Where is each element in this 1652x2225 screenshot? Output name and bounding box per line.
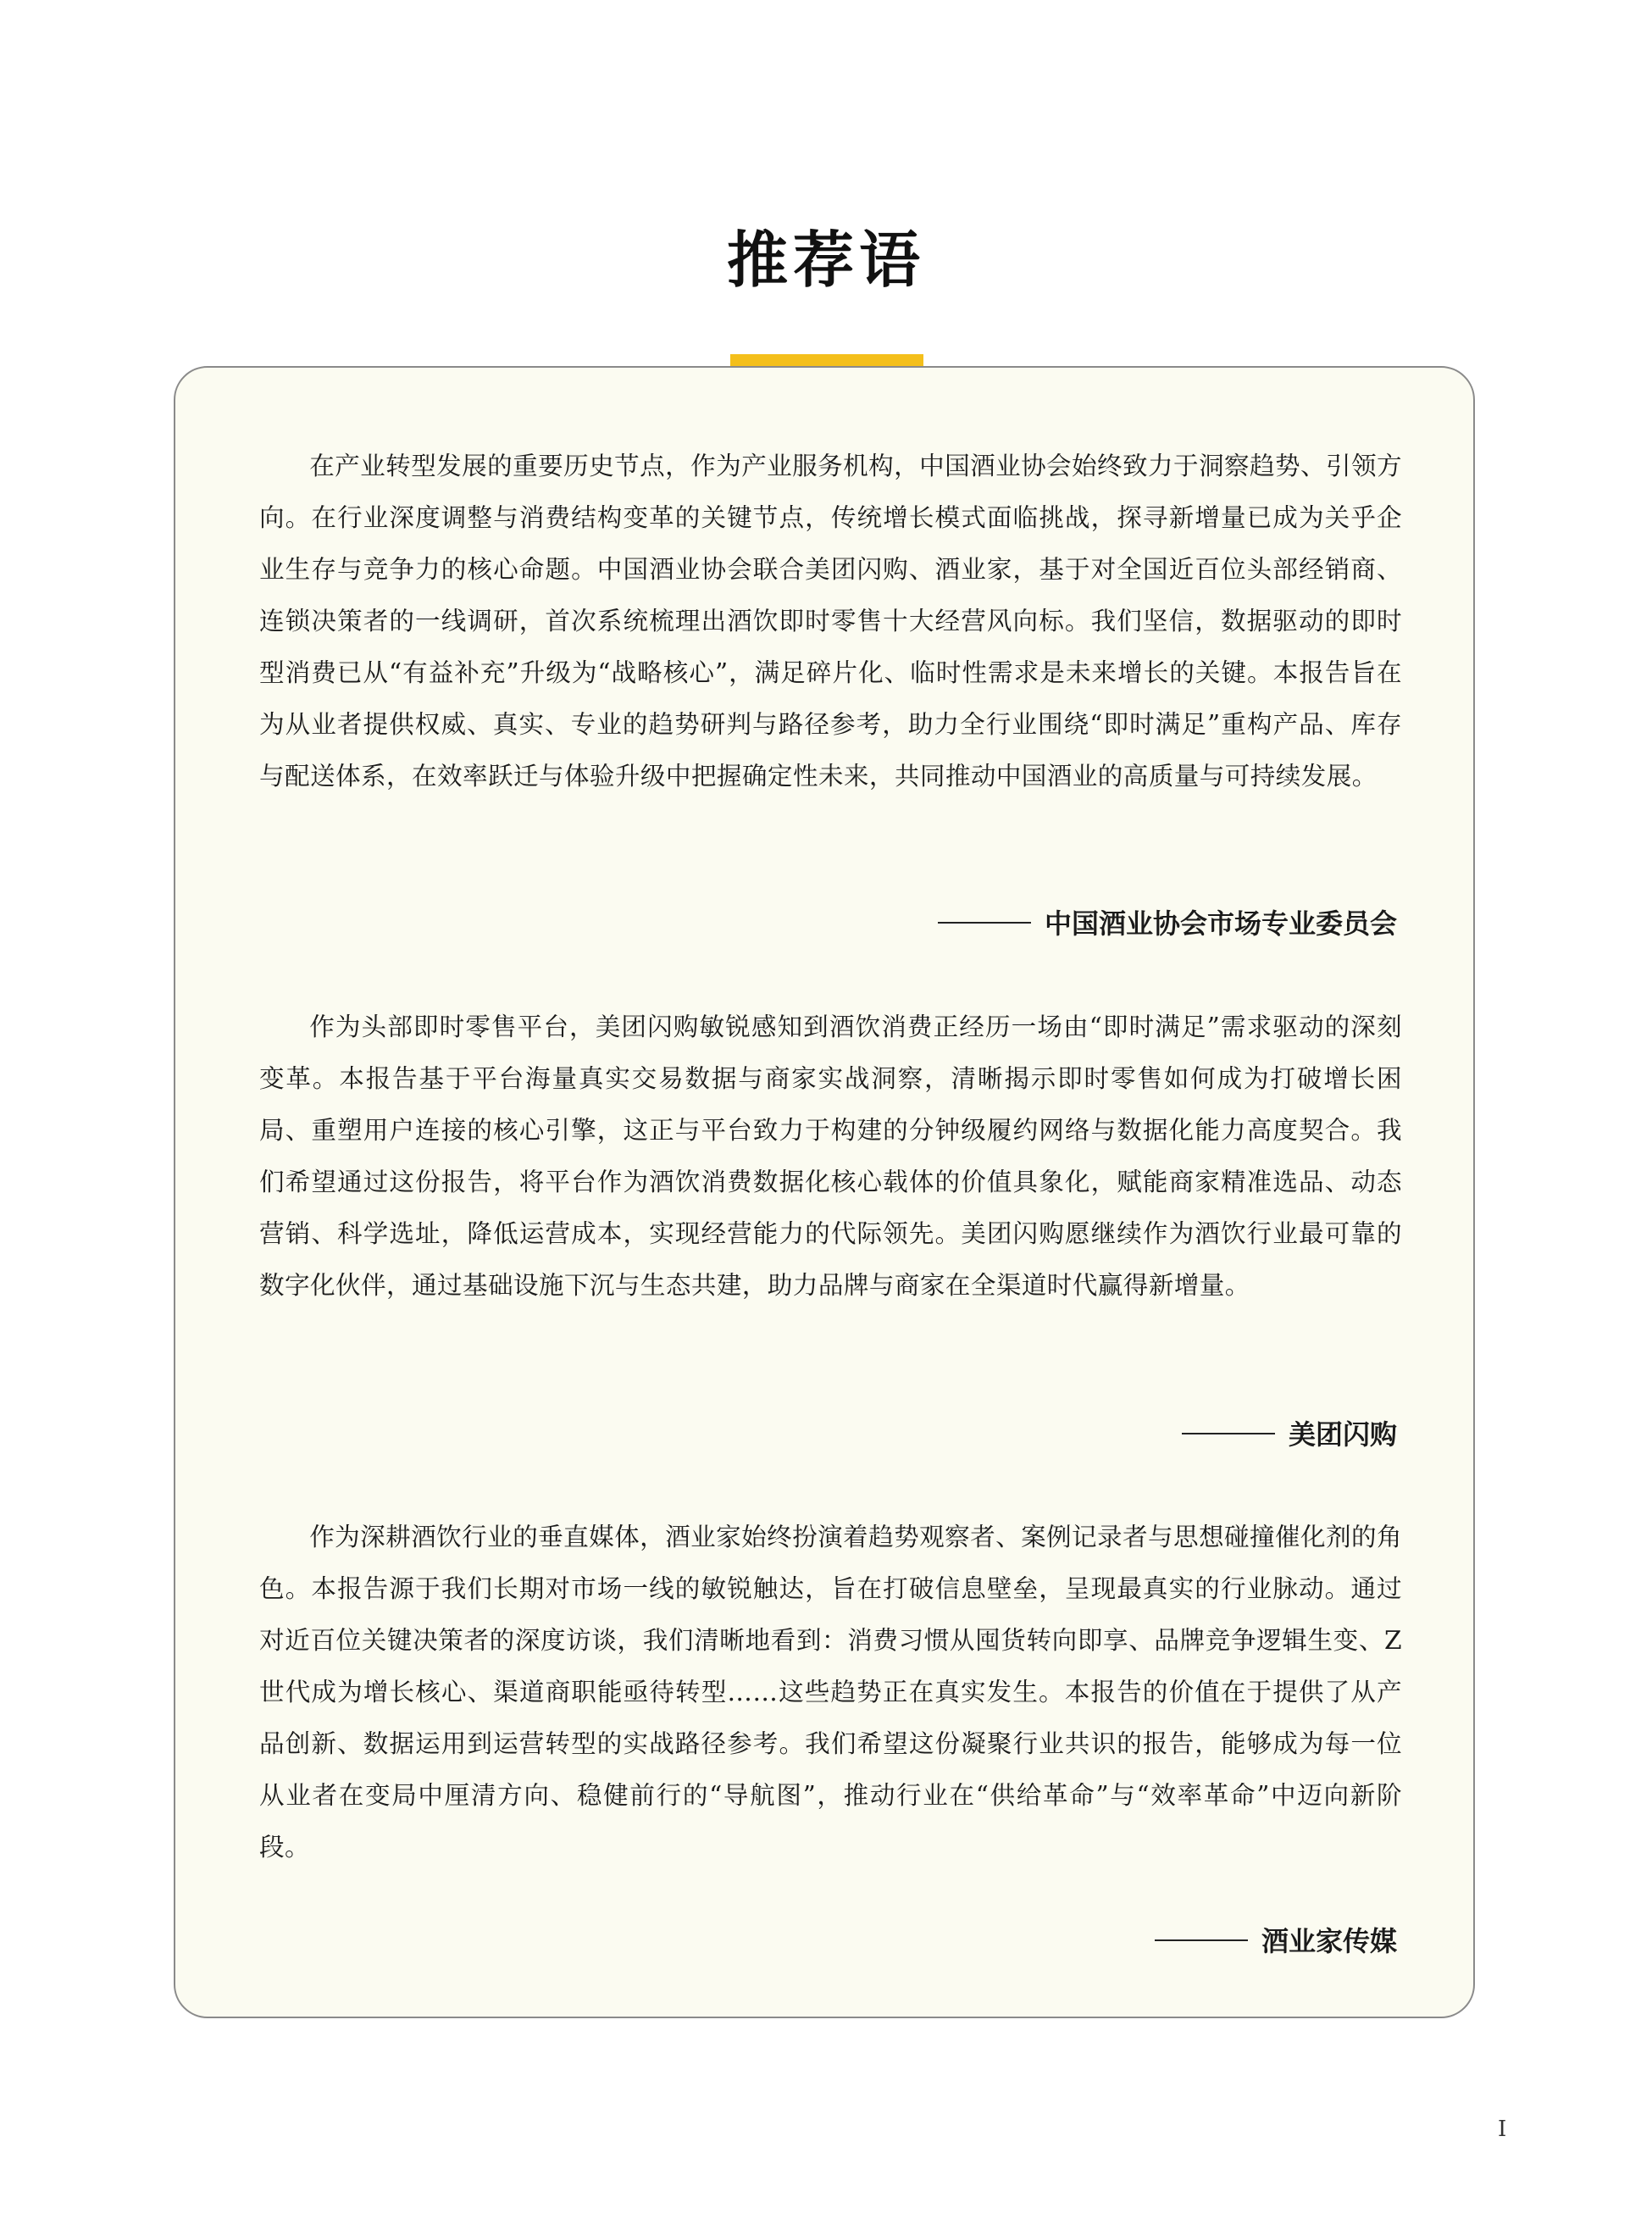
signature-text: 中国酒业协会市场专业委员会 — [1044, 907, 1397, 940]
recommendation-signature — [1182, 1416, 1397, 1453]
signature-dash — [1155, 1939, 1248, 1941]
signature-dash — [938, 922, 1031, 924]
recommendation-signature — [1155, 1923, 1397, 1960]
signature-dash — [1182, 1433, 1275, 1434]
recommendation-paragraph: 作为深耕酒饮行业的垂直媒体，酒业家始终扮演着趋势观察者、案例记录者与思想碰撞催化剂的角色。本报告源于我们长期对市场一线的敏锐触达，旨在打破信息壁垒，呈现最真实的行业脉动。通过对近百位关键决策者的深度访谈，我们清晰地看到：消费习惯从囤货转向即享、品牌竞争逻辑生变、Z世代成为增长核心、渠道商职能亟待转型……这些趋势正在真实发生。本报告的价值在于提供了从产品创新、数据运用到运营转型的实战路径参考。我们希望这份凝聚行业共识的报告，能够成为每一位从业者在变局中厘清方向、稳健前行的“导航图”，推动行业在“供给革命”与“效率革命”中迈向新阶段。 — [259, 1523, 1402, 1862]
signature-text: 美团闪购 — [1288, 1418, 1397, 1451]
signature-text: 酒业家传媒 — [1261, 1925, 1397, 1957]
recommendation-signature — [938, 905, 1397, 942]
recommendation-paragraph: 在产业转型发展的重要历史节点，作为产业服务机构，中国酒业协会始终致力于洞察趋势、引领方向。在行业深度调整与消费结构变革的关键节点，传统增长模式面临挑战，探寻新增量已成为关乎企业生存与竞争力的核心命题。中国酒业协会联合美团闪购、酒业家，基于对全国近百位头部经销商、连锁决策者的一线调研，首次系统梳理出酒饮即时零售十大经营风向标。我们坚信，数据驱动的即时型消费已从“有益补充”升级为“战略核心”，满足碎片化、临时性需求是未来增长的关键。本报告旨在为从业者提供权威、真实、专业的趋势研判与路径参考，助力全行业围绕“即时满足”重构产品、库存与配送体系，在效率跃迁与体验升级中把握确定性未来，共同推动中国酒业的高质量与可持续发展。 — [259, 452, 1402, 791]
recommendation-card — [174, 366, 1475, 2018]
recommendation-paragraph: 作为头部即时零售平台，美团闪购敏锐感知到酒饮消费正经历一场由“即时满足”需求驱动的深刻变革。本报告基于平台海量真实交易数据与商家实战洞察，清晰揭示即时零售如何成为打破增长困局、重塑用户连接的核心引擎，这正与平台致力于构建的分钟级履约网络与数据化能力高度契合。我们希望通过这份报告，将平台作为酒饮消费数据化核心载体的价值具象化，赋能商家精准选品、动态营销、科学选址，降低运营成本，实现经营能力的代际领先。美团闪购愿继续作为酒饮行业最可靠的数字化伙伴，通过基础设施下沉与生态共建，助力品牌与商家在全渠道时代赢得新增量。 — [259, 1013, 1402, 1300]
recommendation-section-1 — [259, 441, 1402, 802]
recommendation-section-3 — [259, 1512, 1402, 1873]
recommendation-section-2 — [259, 1002, 1402, 1312]
page-title: 推荐语 — [726, 225, 925, 296]
page-number: I — [1498, 2117, 1507, 2142]
